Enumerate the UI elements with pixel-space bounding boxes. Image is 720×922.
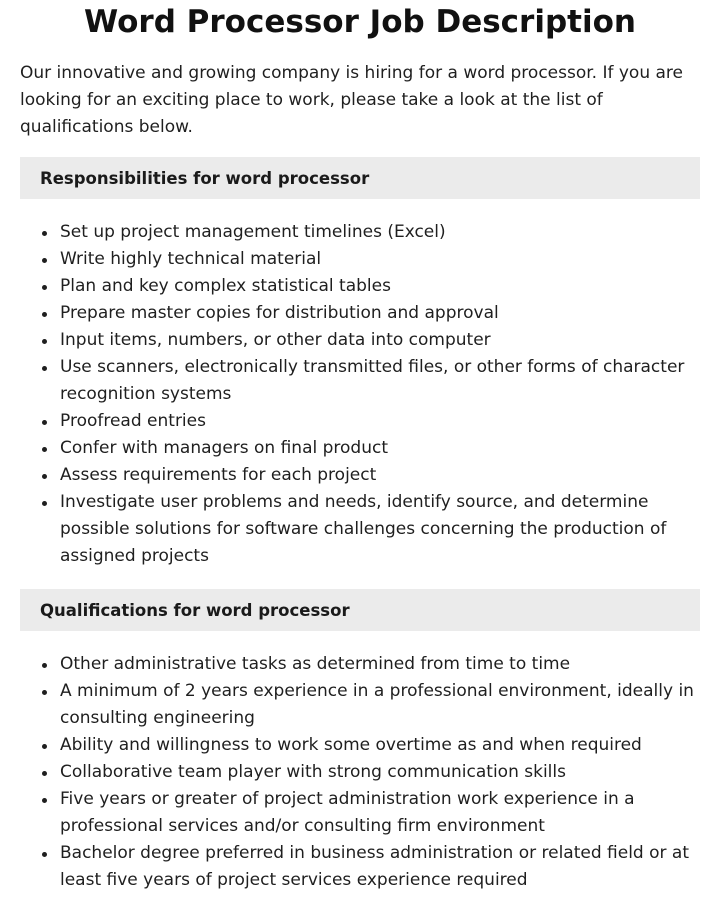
list-item: Assess requirements for each project xyxy=(60,462,700,489)
list-item: Proofread entries xyxy=(60,408,700,435)
list-item: Plan and key complex statistical tables xyxy=(60,273,700,300)
page-title: Word Processor Job Description xyxy=(84,4,636,40)
list-item: Use scanners, electronically transmitted files, or other forms of character recognition systems xyxy=(60,354,700,408)
responsibilities-list xyxy=(20,219,700,570)
list-item: Collaborative team player with strong communication skills xyxy=(60,759,700,786)
responsibilities-header: Responsibilities for word processor xyxy=(20,157,700,199)
list-item: Bachelor degree preferred in business administration or related field or at least five years of project services experience required xyxy=(60,840,700,894)
list-item: Input items, numbers, or other data into computer xyxy=(60,327,700,354)
list-item: Ability and willingness to work some overtime as and when required xyxy=(60,732,700,759)
list-item: Write highly technical material xyxy=(60,246,700,273)
list-item: Confer with managers on final product xyxy=(60,435,700,462)
list-item: Set up project management timelines (Excel) xyxy=(60,219,700,246)
intro-paragraph: Our innovative and growing company is hiring for a word processor. If you are looking for an exciting place to work, please take a look at the list of qualifications below. xyxy=(20,63,684,137)
qualifications-header: Qualifications for word processor xyxy=(20,589,700,631)
list-item: Other administrative tasks as determined from time to time xyxy=(60,651,700,678)
list-item: Investigate user problems and needs, identify source, and determine possible solutions for software challenges concerning the production of assigned projects xyxy=(60,489,700,570)
list-item: Prepare master copies for distribution and approval xyxy=(60,300,700,327)
list-item: A minimum of 2 years experience in a professional environment, ideally in consulting engineering xyxy=(60,678,700,732)
list-item: Five years or greater of project administration work experience in a professional services and/or consulting firm environment xyxy=(60,786,700,840)
qualifications-list xyxy=(20,651,700,894)
